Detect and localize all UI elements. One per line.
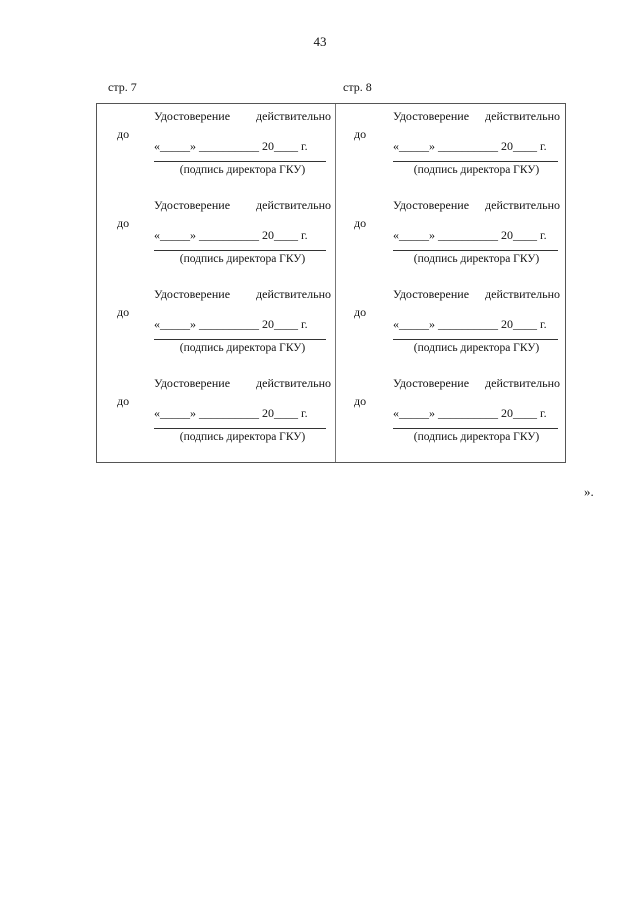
validity-title: Удостоверение действительно (154, 287, 331, 301)
until-label: до (117, 127, 130, 141)
signature-caption: (подпись директора ГКУ) (413, 431, 540, 443)
until-label: до (354, 305, 367, 319)
until-label: до (117, 216, 130, 230)
page-label-left: стр. 7 (108, 80, 137, 94)
validity-column-page-7 (97, 104, 335, 462)
signature-line (154, 250, 326, 251)
until-label: до (117, 394, 130, 408)
validity-entry (336, 371, 566, 460)
closing-quote: ». (584, 484, 594, 499)
signature-line (393, 250, 558, 251)
until-label: до (354, 394, 367, 408)
validity-title: Удостоверение действительно (393, 287, 560, 301)
validity-entry (97, 282, 335, 371)
date-line: «_____» __________ 20____ г. (154, 139, 308, 153)
validity-title: Удостоверение действительно (393, 376, 560, 390)
signature-line (154, 161, 326, 162)
until-label: до (354, 127, 367, 141)
signature-line (393, 428, 558, 429)
validity-column-page-8 (336, 104, 566, 462)
validity-entry (336, 104, 566, 193)
until-label: до (117, 305, 130, 319)
validity-title: Удостоверение действительно (154, 198, 331, 212)
until-label: до (354, 216, 367, 230)
validity-entry (336, 282, 566, 371)
certificate-validity-table (96, 103, 566, 463)
date-line: «_____» __________ 20____ г. (154, 228, 308, 242)
signature-caption: (подпись директора ГКУ) (179, 253, 306, 265)
signature-caption: (подпись директора ГКУ) (179, 164, 306, 176)
validity-entry (97, 371, 335, 460)
validity-title: Удостоверение действительно (154, 376, 331, 390)
date-line: «_____» __________ 20____ г. (154, 317, 308, 331)
signature-line (154, 428, 326, 429)
date-line: «_____» __________ 20____ г. (393, 139, 547, 153)
date-line: «_____» __________ 20____ г. (393, 317, 547, 331)
validity-entry (336, 193, 566, 282)
signature-line (154, 339, 326, 340)
signature-caption: (подпись директора ГКУ) (179, 342, 306, 354)
signature-caption: (подпись директора ГКУ) (179, 431, 306, 443)
signature-caption: (подпись директора ГКУ) (413, 164, 540, 176)
signature-caption: (подпись директора ГКУ) (413, 253, 540, 265)
validity-entry (97, 104, 335, 193)
date-line: «_____» __________ 20____ г. (393, 406, 547, 420)
signature-line (393, 339, 558, 340)
page-number: 43 (313, 34, 327, 49)
signature-line (393, 161, 558, 162)
signature-caption: (подпись директора ГКУ) (413, 342, 540, 354)
validity-title: Удостоверение действительно (154, 109, 331, 123)
validity-title: Удостоверение действительно (393, 198, 560, 212)
date-line: «_____» __________ 20____ г. (393, 228, 547, 242)
validity-title: Удостоверение действительно (393, 109, 560, 123)
validity-entry (97, 193, 335, 282)
page-label-right: стр. 8 (343, 80, 372, 94)
date-line: «_____» __________ 20____ г. (154, 406, 308, 420)
